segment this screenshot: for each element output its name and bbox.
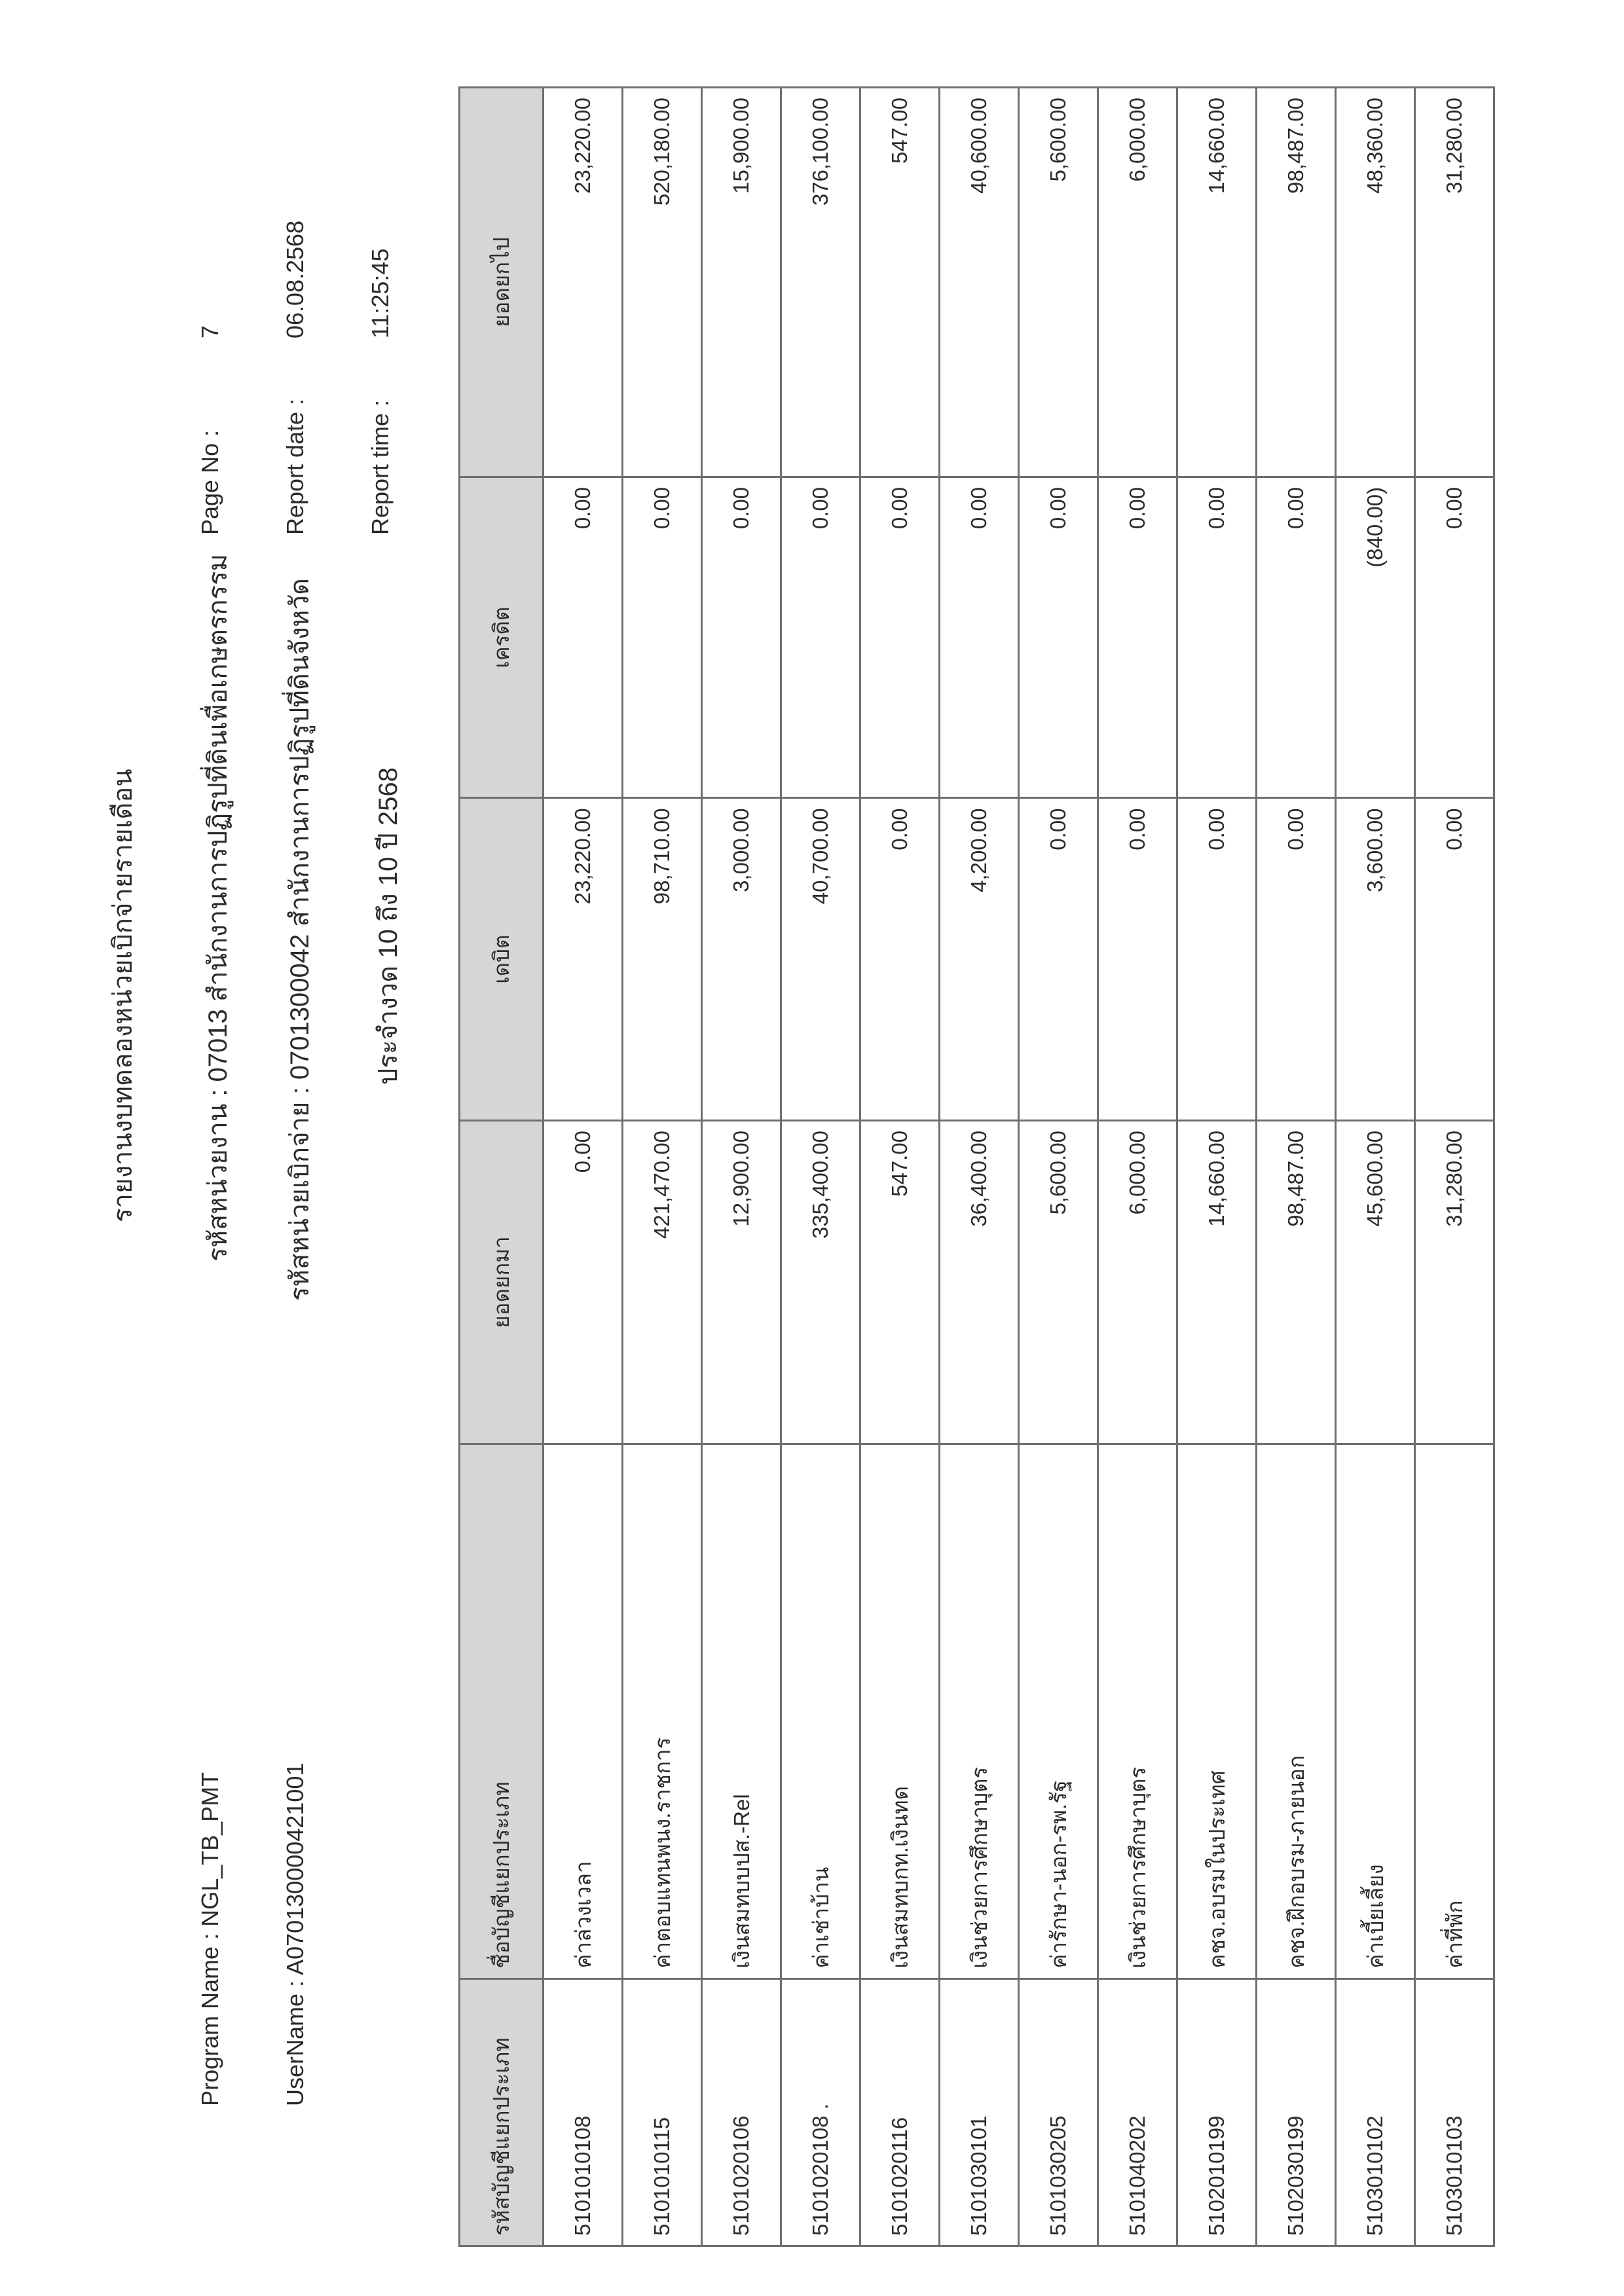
cell-credit: 0.00 (1098, 477, 1177, 798)
cell-account-code: 5101030205 (1019, 1978, 1098, 2246)
report-time-value: 11:25:45 (367, 248, 394, 338)
cell-credit: 0.00 (1177, 477, 1257, 798)
cell-carried-forward: 547.00 (860, 88, 940, 477)
cell-carried-forward: 98,487.00 (1257, 88, 1336, 477)
report-date-label: Report date : (282, 398, 308, 535)
col-header-credit: เครดิต (460, 477, 544, 798)
cell-account-code: 5101020106 (702, 1978, 781, 2246)
table-row (1415, 88, 1494, 2246)
table-row (623, 88, 702, 2246)
cell-credit: 0.00 (781, 477, 860, 798)
table-header-row (460, 88, 544, 2246)
cell-account-code: 5101040202 (1098, 1978, 1177, 2246)
cell-debit: 0.00 (1019, 798, 1098, 1121)
cell-credit: 0.00 (702, 477, 781, 798)
program-name: Program Name : NGL_TB_PMT (196, 1772, 223, 2106)
cell-brought-forward: 12,900.00 (702, 1120, 781, 1444)
cell-account-name: คชจ.อบรมในประเทศ (1177, 1444, 1257, 1978)
table-row (1019, 88, 1098, 2246)
user-name: UserName : A070130000421001 (282, 1762, 308, 2106)
cell-brought-forward: 36,400.00 (940, 1120, 1019, 1444)
cell-account-code: 5101030101 (940, 1978, 1019, 2246)
cell-account-name: เงินช่วยการศึกษาบุตร (940, 1444, 1019, 1978)
report-title: รายงานงบทดลองหน่วยเบิกจ่ายรายเดือน (109, 769, 138, 1222)
cell-carried-forward: 520,180.00 (623, 88, 702, 477)
cell-carried-forward: 31,280.00 (1415, 88, 1494, 477)
cell-carried-forward: 14,660.00 (1177, 88, 1257, 477)
cell-account-code: 5101010115 (623, 1978, 702, 2246)
table-row (860, 88, 940, 2246)
cell-debit: 40,700.00 (781, 798, 860, 1121)
cell-account-name: ค่าเบี้ยเลี้ยง (1336, 1444, 1415, 1978)
cell-account-name: เงินสมทบบปส.-Rel (702, 1444, 781, 1978)
cell-credit: 0.00 (1257, 477, 1336, 798)
col-header-debit: เดบิต (460, 798, 544, 1121)
cell-credit: 0.00 (1019, 477, 1098, 798)
cell-account-code: 5101010108 (544, 1978, 623, 2246)
cell-account-name: ค่ารักษา-นอก-รพ.รัฐ (1019, 1444, 1098, 1978)
table-body (544, 88, 1494, 2246)
cell-debit: 0.00 (1257, 798, 1336, 1121)
disbursing-unit-line: รหัสหน่วยเบิกจ่าย : 0701300042 สำนักงานการปฏิรูปที่ดินจังหวัด (286, 578, 314, 1301)
table-row (1336, 88, 1415, 2246)
report-date-value: 06.08.2568 (282, 220, 308, 338)
cell-account-code: 5102010199 (1177, 1978, 1257, 2246)
table-row (940, 88, 1019, 2246)
page-no-label: Page No : (196, 429, 223, 535)
cell-brought-forward: 5,600.00 (1019, 1120, 1098, 1444)
cell-debit: 0.00 (1177, 798, 1257, 1121)
cell-account-name: เงินช่วยการศึกษาบุตร (1098, 1444, 1177, 1978)
cell-account-name: ค่าตอบแทนพนง.ราชการ (623, 1444, 702, 1978)
cell-credit: 0.00 (860, 477, 940, 798)
table-row (702, 88, 781, 2246)
cell-brought-forward: 6,000.00 (1098, 1120, 1177, 1444)
cell-debit: 0.00 (860, 798, 940, 1121)
cell-brought-forward: 31,280.00 (1415, 1120, 1494, 1444)
table-row (1177, 88, 1257, 2246)
col-header-brought-forward: ยอดยกมา (460, 1120, 544, 1444)
cell-brought-forward: 421,470.00 (623, 1120, 702, 1444)
page-no-value: 7 (196, 325, 223, 338)
cell-account-name: เงินสมทบกท.เงินทด (860, 1444, 940, 1978)
period-line: ประจำงวด 10 ถึง 10 ปี 2568 (374, 767, 403, 1085)
cell-carried-forward: 48,360.00 (1336, 88, 1415, 477)
cell-credit: 0.00 (623, 477, 702, 798)
cell-credit: 0.00 (1415, 477, 1494, 798)
cell-debit: 23,220.00 (544, 798, 623, 1121)
cell-debit: 4,200.00 (940, 798, 1019, 1121)
cell-debit: 0.00 (1098, 798, 1177, 1121)
cell-credit: (840.00) (1336, 477, 1415, 798)
col-header-account-name: ชื่อบัญชีแยกประเภท (460, 1444, 544, 1978)
col-header-account-code: รหัสบัญชีแยกประเภท (460, 1978, 544, 2246)
cell-account-code: 5101020116 (860, 1978, 940, 2246)
cell-account-name: ค่าที่พัก (1415, 1444, 1494, 1978)
table-row (1257, 88, 1336, 2246)
trial-balance-table (458, 86, 1495, 2247)
cell-account-name: ค่าเช่าบ้าน (781, 1444, 860, 1978)
cell-brought-forward: 547.00 (860, 1120, 940, 1444)
cell-carried-forward: 40,600.00 (940, 88, 1019, 477)
agency-line: รหัสหน่วยงาน : 07013 สำนักงานการปฏิรูปที่ดินเพื่อเกษตรกรรม (204, 554, 232, 1262)
table-row (544, 88, 623, 2246)
cell-account-code: 5103010102 (1336, 1978, 1415, 2246)
cell-debit: 3,600.00 (1336, 798, 1415, 1121)
cell-debit: 0.00 (1415, 798, 1494, 1121)
cell-brought-forward: 14,660.00 (1177, 1120, 1257, 1444)
table-row (1098, 88, 1177, 2246)
cell-account-code: 5102030199 (1257, 1978, 1336, 2246)
cell-debit: 3,000.00 (702, 798, 781, 1121)
cell-carried-forward: 23,220.00 (544, 88, 623, 477)
cell-credit: 0.00 (544, 477, 623, 798)
cell-account-code: 5103010103 (1415, 1978, 1494, 2246)
cell-brought-forward: 45,600.00 (1336, 1120, 1415, 1444)
table-row (781, 88, 860, 2246)
cell-brought-forward: 335,400.00 (781, 1120, 860, 1444)
cell-carried-forward: 15,900.00 (702, 88, 781, 477)
cell-carried-forward: 5,600.00 (1019, 88, 1098, 477)
col-header-carried-forward: ยอดยกไป (460, 88, 544, 477)
cell-debit: 98,710.00 (623, 798, 702, 1121)
cell-account-name: คชจ.ฝึกอบรม-ภายนอก (1257, 1444, 1336, 1978)
cell-account-name: ค่าล่วงเวลา (544, 1444, 623, 1978)
cell-credit: 0.00 (940, 477, 1019, 798)
report-time-label: Report time : (367, 399, 394, 535)
cell-account-code: 5101020108 . (781, 1978, 860, 2246)
cell-brought-forward: 98,487.00 (1257, 1120, 1336, 1444)
cell-carried-forward: 6,000.00 (1098, 88, 1177, 477)
cell-brought-forward: 0.00 (544, 1120, 623, 1444)
cell-carried-forward: 376,100.00 (781, 88, 860, 477)
